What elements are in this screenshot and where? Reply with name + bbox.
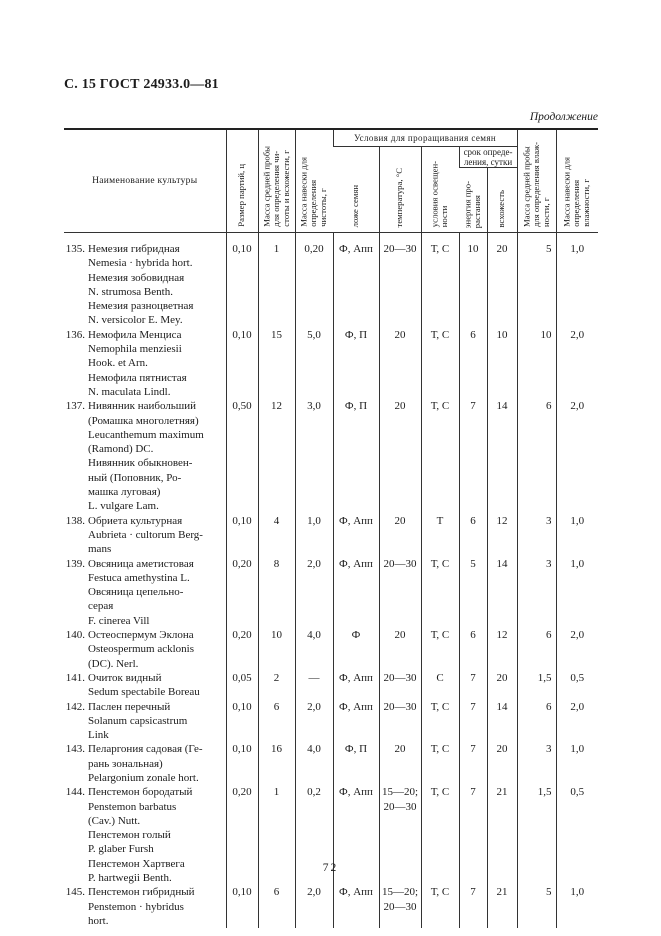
crop-name-line: Solanum capsicastrum bbox=[88, 714, 188, 727]
cell-batch: 0,10 bbox=[226, 514, 258, 557]
table-row bbox=[64, 628, 598, 671]
table-row bbox=[64, 700, 598, 743]
cell-moist-weigh: 1,0 bbox=[556, 233, 598, 328]
cell-light: Т, С bbox=[421, 233, 459, 328]
cell-bed: Ф, П bbox=[333, 328, 379, 399]
crop-name-line: Овсяница цепельно- bbox=[88, 586, 184, 599]
cell-purity-mass: 0,20 bbox=[295, 233, 333, 328]
crop-name-line: N. strumosa Benth. bbox=[88, 285, 173, 298]
cell-moist-weigh: 1,0 bbox=[556, 557, 598, 628]
cell-moist-weigh: 1,0 bbox=[556, 885, 598, 928]
crop-name-line: Aubrieta · cultorum Berg- bbox=[88, 528, 203, 541]
crop-name-line: hort. bbox=[88, 914, 109, 927]
seed-norms-table bbox=[64, 128, 598, 928]
crop-name-line: Sedum spectabile Boreau bbox=[88, 686, 200, 699]
continuation-label: Продолжение bbox=[529, 111, 598, 123]
crop-name-line: рань зональная) bbox=[88, 757, 163, 770]
cell-avg-mass: 2 bbox=[258, 671, 295, 700]
cell-germ: 12 bbox=[487, 628, 517, 671]
header-avg-sample-mass: Масса средней пробы для определения чи- стоты и всхожести, г bbox=[258, 129, 295, 233]
cell-moist-avg: 1,5 bbox=[517, 785, 556, 885]
cell-temp: 20 bbox=[379, 628, 421, 671]
cell-purity-mass: 1,0 bbox=[295, 514, 333, 557]
table-row bbox=[64, 399, 598, 513]
cell-avg-mass: 1 bbox=[258, 233, 295, 328]
cell-light: С bbox=[421, 671, 459, 700]
table-row bbox=[64, 557, 598, 628]
crop-name-line: Немофила Менциса bbox=[88, 328, 182, 341]
cell-moist-avg: 10 bbox=[517, 328, 556, 399]
cell-avg-mass: 6 bbox=[258, 700, 295, 743]
table-row bbox=[64, 671, 598, 700]
cell-energy: 7 bbox=[459, 785, 487, 885]
cell-avg-mass: 6 bbox=[258, 885, 295, 928]
crop-name-line: N. versicolor E. Mey. bbox=[88, 314, 183, 327]
crop-name-line: Очиток видный bbox=[88, 671, 162, 684]
cell-purity-mass: 3,0 bbox=[295, 399, 333, 513]
cell-purity-mass: 2,0 bbox=[295, 557, 333, 628]
row-number: 145. bbox=[65, 886, 85, 899]
row-number: 143. bbox=[65, 743, 85, 756]
cell-bed: Ф bbox=[333, 628, 379, 671]
cell-temp: 15—20; 20—30 bbox=[379, 885, 421, 928]
cell-bed: Ф, Апп bbox=[333, 785, 379, 885]
cell-energy: 7 bbox=[459, 700, 487, 743]
cell-batch: 0,50 bbox=[226, 399, 258, 513]
cell-avg-mass: 4 bbox=[258, 514, 295, 557]
crop-name-line: Festuca amethystina L. bbox=[88, 571, 190, 584]
cell-energy: 7 bbox=[459, 671, 487, 700]
cell-moist-avg: 6 bbox=[517, 700, 556, 743]
cell-light: Т, С bbox=[421, 885, 459, 928]
cell-bed: Ф, Апп bbox=[333, 885, 379, 928]
table-row bbox=[64, 328, 598, 399]
cell-germ: 14 bbox=[487, 557, 517, 628]
cell-moist-avg: 5 bbox=[517, 233, 556, 328]
crop-name-line: Немофила пятнистая bbox=[88, 371, 187, 384]
cell-energy: 6 bbox=[459, 328, 487, 399]
crop-name-line: Pelargonium zonale hort. bbox=[88, 771, 199, 784]
table-row bbox=[64, 514, 598, 557]
cell-batch: 0,05 bbox=[226, 671, 258, 700]
cell-bed: Ф, Апп bbox=[333, 557, 379, 628]
crop-name-line: Penstemon · hybridus bbox=[88, 900, 184, 913]
cell-avg-mass: 12 bbox=[258, 399, 295, 513]
crop-name-line: P. glaber Fursh bbox=[88, 843, 154, 856]
cell-light: Т, С bbox=[421, 700, 459, 743]
cell-purity-mass: 2,0 bbox=[295, 700, 333, 743]
cell-temp: 20 bbox=[379, 399, 421, 513]
cell-energy: 5 bbox=[459, 557, 487, 628]
cell-moist-weigh: 2,0 bbox=[556, 700, 598, 743]
cell-moist-avg: 5 bbox=[517, 885, 556, 928]
cell-purity-mass: 4,0 bbox=[295, 628, 333, 671]
cell-purity-mass: 5,0 bbox=[295, 328, 333, 399]
page-number: 72 bbox=[322, 862, 339, 874]
crop-name-line: Penstemon barbatus bbox=[88, 800, 177, 813]
crop-name-line: Nemophila menziesii bbox=[88, 343, 182, 356]
cell-bed: Ф, Апп bbox=[333, 233, 379, 328]
cell-avg-mass: 8 bbox=[258, 557, 295, 628]
cell-energy: 10 bbox=[459, 233, 487, 328]
crop-name-cell bbox=[64, 399, 226, 513]
cell-light: Т, С bbox=[421, 628, 459, 671]
row-number: 137. bbox=[65, 400, 85, 413]
cell-germ: 12 bbox=[487, 514, 517, 557]
cell-light: Т, С bbox=[421, 785, 459, 885]
row-number: 139. bbox=[65, 557, 85, 570]
crop-name-line: Пенстемон гибридный bbox=[88, 886, 195, 899]
crop-name-line: F. cinerea Vill bbox=[88, 614, 150, 627]
cell-bed: Ф, Апп bbox=[333, 671, 379, 700]
crop-name-line: L. vulgare Lam. bbox=[88, 500, 159, 513]
crop-name-line: Пенстемон Хартвега bbox=[88, 857, 185, 870]
crop-name-line: Нивянник наибольший bbox=[88, 400, 197, 413]
cell-temp: 20—30 bbox=[379, 671, 421, 700]
cell-germ: 20 bbox=[487, 233, 517, 328]
header-germination-conditions: Условия для проращивания семян bbox=[333, 129, 517, 147]
header-term: срок опреде- ления, сутки bbox=[459, 147, 517, 168]
cell-moist-avg: 3 bbox=[517, 557, 556, 628]
cell-batch: 0,20 bbox=[226, 628, 258, 671]
cell-germ: 20 bbox=[487, 671, 517, 700]
cell-moist-avg: 6 bbox=[517, 628, 556, 671]
cell-bed: Ф, П bbox=[333, 742, 379, 785]
cell-germ: 21 bbox=[487, 785, 517, 885]
cell-temp: 20—30 bbox=[379, 233, 421, 328]
crop-name-line: Osteospermum acklonis bbox=[88, 643, 195, 656]
row-number: 144. bbox=[65, 786, 85, 799]
crop-name-line: Остеоспермум Эклона bbox=[88, 629, 194, 642]
cell-temp: 15—20; 20—30 bbox=[379, 785, 421, 885]
table-row bbox=[64, 742, 598, 785]
cell-moist-weigh: 2,0 bbox=[556, 399, 598, 513]
row-number: 141. bbox=[65, 671, 85, 684]
crop-name-line: Обриета культурная bbox=[88, 514, 183, 527]
crop-name-cell bbox=[64, 742, 226, 785]
crop-name-line: mans bbox=[88, 543, 112, 556]
crop-name-line: Hook. et Arn. bbox=[88, 357, 148, 370]
cell-moist-avg: 1,5 bbox=[517, 671, 556, 700]
cell-moist-weigh: 2,0 bbox=[556, 328, 598, 399]
row-number: 135. bbox=[65, 243, 85, 255]
cell-germ: 21 bbox=[487, 885, 517, 928]
cell-moist-weigh: 1,0 bbox=[556, 514, 598, 557]
crop-name-line: серая bbox=[88, 600, 114, 613]
crop-name-cell bbox=[64, 671, 226, 700]
cell-temp: 20 bbox=[379, 742, 421, 785]
cell-moist-avg: 6 bbox=[517, 399, 556, 513]
crop-name-line: Нивянник обыкновен- bbox=[88, 457, 193, 470]
row-number: 142. bbox=[65, 700, 85, 713]
cell-moist-avg: 3 bbox=[517, 514, 556, 557]
row-number: 140. bbox=[65, 629, 85, 642]
cell-energy: 7 bbox=[459, 885, 487, 928]
page-header: С. 15 ГОСТ 24933.0—81 bbox=[64, 77, 219, 92]
row-number: 138. bbox=[65, 514, 85, 527]
cell-avg-mass: 10 bbox=[258, 628, 295, 671]
cell-moist-avg: 3 bbox=[517, 742, 556, 785]
crop-name-line: Пенстемон бородатый bbox=[88, 786, 193, 799]
header-moisture-sample-mass: Масса средней пробы для определения влаж- ности, г bbox=[517, 129, 556, 233]
cell-bed: Ф, Апп bbox=[333, 514, 379, 557]
cell-bed: Ф, П bbox=[333, 399, 379, 513]
header-germination: всхожесть bbox=[487, 168, 517, 233]
cell-bed: Ф, Апп bbox=[333, 700, 379, 743]
crop-name-line: (Cav.) Nutt. bbox=[88, 814, 141, 827]
cell-purity-mass: — bbox=[295, 671, 333, 700]
header-moisture-weigh-mass: Масса навески для определения влажности, г bbox=[556, 129, 598, 233]
cell-batch: 0,10 bbox=[226, 700, 258, 743]
cell-moist-weigh: 2,0 bbox=[556, 628, 598, 671]
cell-energy: 7 bbox=[459, 742, 487, 785]
cell-light: Т, С bbox=[421, 557, 459, 628]
cell-avg-mass: 1 bbox=[258, 785, 295, 885]
crop-name-cell bbox=[64, 557, 226, 628]
cell-batch: 0,20 bbox=[226, 785, 258, 885]
cell-moist-weigh: 0,5 bbox=[556, 671, 598, 700]
crop-name-line: (DC). Nerl. bbox=[88, 657, 139, 670]
cell-energy: 6 bbox=[459, 628, 487, 671]
crop-name-cell bbox=[64, 885, 226, 928]
cell-moist-weigh: 0,5 bbox=[556, 785, 598, 885]
crop-name-line: N. maculata Lindl. bbox=[88, 385, 171, 398]
crop-name-cell bbox=[64, 700, 226, 743]
header-crop-name: Наименование культуры bbox=[64, 129, 226, 233]
crop-name-line: Немезия разноцветная bbox=[88, 300, 194, 313]
cell-avg-mass: 16 bbox=[258, 742, 295, 785]
cell-germ: 10 bbox=[487, 328, 517, 399]
crop-name-cell bbox=[64, 628, 226, 671]
crop-name-line: Nemesia · hybrida hort. bbox=[88, 257, 193, 270]
crop-name-line: Leucanthemum maximum bbox=[88, 428, 204, 441]
cell-batch: 0,20 bbox=[226, 557, 258, 628]
cell-light: Т, С bbox=[421, 399, 459, 513]
crop-name-line: Пенстемон голый bbox=[88, 829, 171, 842]
crop-name-line: Пеларгония садовая (Ге- bbox=[88, 743, 203, 756]
cell-purity-mass: 2,0 bbox=[295, 885, 333, 928]
cell-avg-mass: 15 bbox=[258, 328, 295, 399]
crop-name-line: Немезия гибридная bbox=[88, 243, 180, 255]
crop-name-line: Овсяница аметистовая bbox=[88, 557, 194, 570]
cell-purity-mass: 0,2 bbox=[295, 785, 333, 885]
cell-germ: 20 bbox=[487, 742, 517, 785]
header-energy: энергия про- растания bbox=[459, 168, 487, 233]
crop-name-line: (Ромашка многолетняя) bbox=[88, 414, 199, 427]
crop-name-line: ный (Поповник, Ро- bbox=[88, 471, 182, 484]
cell-moist-weigh: 1,0 bbox=[556, 742, 598, 785]
cell-light: Т, С bbox=[421, 328, 459, 399]
header-purity-sample-mass: Масса навески для определения чистоты, г bbox=[295, 129, 333, 233]
row-number: 136. bbox=[65, 328, 85, 341]
header-lighting: условия освещен- ности bbox=[421, 147, 459, 233]
crop-name-cell bbox=[64, 514, 226, 557]
crop-name-line: Немезия зобовидная bbox=[88, 271, 185, 284]
cell-batch: 0,10 bbox=[226, 742, 258, 785]
crop-name-cell bbox=[64, 328, 226, 399]
table-row bbox=[64, 885, 598, 928]
crop-name-line: (Ramond) DC. bbox=[88, 443, 154, 456]
crop-name-line: P. hartwegii Benth. bbox=[88, 872, 172, 885]
cell-batch: 0,10 bbox=[226, 328, 258, 399]
cell-temp: 20 bbox=[379, 328, 421, 399]
cell-light: Т bbox=[421, 514, 459, 557]
cell-temp: 20 bbox=[379, 514, 421, 557]
cell-energy: 7 bbox=[459, 399, 487, 513]
crop-name-line: Link bbox=[88, 729, 109, 742]
cell-purity-mass: 4,0 bbox=[295, 742, 333, 785]
crop-name-line: машка луговая) bbox=[88, 486, 161, 499]
cell-light: Т, С bbox=[421, 742, 459, 785]
cell-temp: 20—30 bbox=[379, 557, 421, 628]
header-temperature: температура, °С bbox=[379, 147, 421, 233]
cell-batch: 0,10 bbox=[226, 233, 258, 328]
cell-temp: 20—30 bbox=[379, 700, 421, 743]
table-row bbox=[64, 233, 598, 328]
crop-name-line: Паслен перечный bbox=[88, 700, 171, 713]
cell-germ: 14 bbox=[487, 399, 517, 513]
cell-batch: 0,10 bbox=[226, 885, 258, 928]
header-seed-bed: ложе семян bbox=[333, 147, 379, 233]
crop-name-cell bbox=[64, 233, 226, 328]
cell-germ: 14 bbox=[487, 700, 517, 743]
header-batch-size: Размер партий, ц bbox=[226, 129, 258, 233]
cell-energy: 6 bbox=[459, 514, 487, 557]
